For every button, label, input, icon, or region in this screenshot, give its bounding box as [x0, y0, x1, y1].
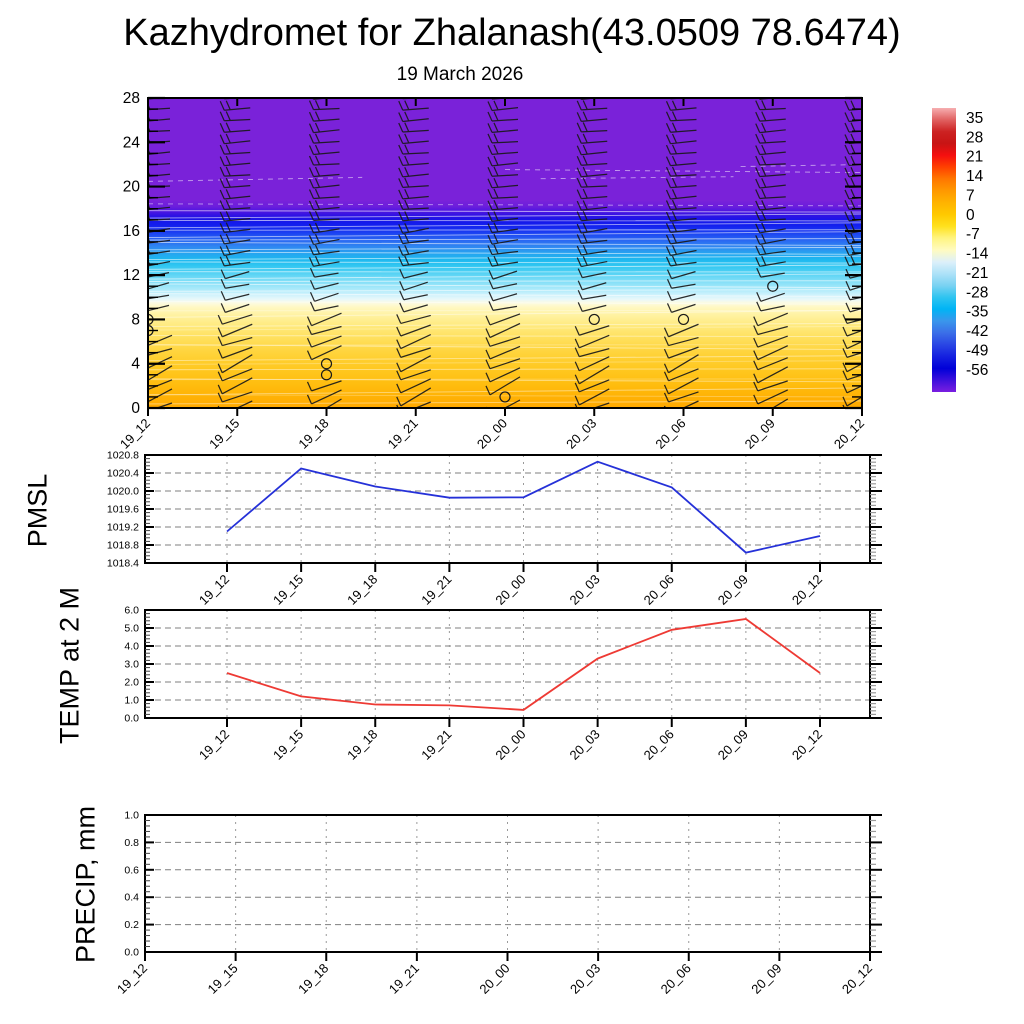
x-tick-label: 19_21 [385, 960, 422, 997]
upper-x-tick-label: 19_15 [206, 415, 243, 452]
colorbar-tick-label: -21 [966, 264, 989, 282]
x-tick-label: 20_00 [492, 571, 529, 608]
precip-axis-title: PRECIP, mm [70, 805, 101, 964]
x-tick-label: 20_06 [657, 960, 694, 997]
y-tick-label: 1018.8 [106, 539, 139, 552]
x-tick-label: 20_12 [788, 571, 826, 608]
upper-y-tick-label: 12 [122, 267, 140, 285]
x-tick-label: 20_12 [838, 960, 876, 997]
upper-y-tick-label: 0 [131, 400, 140, 417]
x-tick-label: 19_15 [270, 726, 307, 763]
y-tick-label: 1020.0 [106, 485, 139, 498]
colorbar-tick-label: -35 [966, 303, 989, 321]
x-tick-label: 19_12 [195, 571, 233, 608]
colorbar-tick-label: 0 [966, 206, 975, 224]
upper-x-tick-label: 19_18 [295, 415, 332, 452]
y-tick-label: 0.4 [124, 891, 139, 904]
x-tick-label: 19_12 [113, 960, 151, 997]
colorbar-tick-label: -49 [966, 342, 989, 360]
colorbar-tick-label: -56 [966, 361, 989, 379]
y-tick-label: 0.0 [124, 946, 139, 959]
x-tick-label: 19_15 [270, 571, 307, 608]
x-tick-label: 19_12 [195, 726, 233, 763]
pmsl-axis-title: PMSL [22, 473, 53, 548]
colorbar-tick-label: -14 [966, 245, 989, 263]
x-tick-label: 20_09 [748, 960, 785, 997]
colorbar-tick-label: -7 [966, 226, 980, 244]
y-tick-label: 6.0 [124, 604, 139, 617]
upper-air-panel [138, 89, 877, 417]
upper-x-tick-label: 20_09 [741, 415, 778, 452]
colorbar-tick-label: 28 [966, 129, 984, 147]
y-tick-label: 1019.2 [106, 521, 139, 534]
y-tick-label: 3.0 [124, 658, 139, 671]
temp-chart [124, 605, 882, 763]
upper-x-tick-label: 20_00 [473, 415, 511, 452]
wind-barbs [138, 89, 877, 417]
x-tick-label: 20_06 [640, 571, 677, 608]
x-tick-label: 20_00 [476, 960, 513, 997]
temp-axis-title: TEMP at 2 M [54, 586, 85, 745]
y-tick-label: 0.0 [124, 712, 139, 725]
upper-y-tick-label: 8 [131, 311, 140, 329]
date-subtitle: 19 March 2026 [396, 64, 524, 85]
x-tick-label: 19_18 [295, 960, 332, 997]
pmsl-line [227, 462, 820, 553]
colorbar-labels [966, 110, 989, 379]
y-tick-label: 1.0 [124, 694, 139, 707]
y-tick-label: 1020.8 [106, 449, 139, 462]
upper-x-tick-label: 19_21 [384, 415, 421, 452]
x-tick-label: 20_06 [640, 726, 677, 763]
colorbar-tick-label: 7 [966, 187, 975, 205]
x-tick-label: 19_18 [344, 726, 381, 763]
colorbar-tick-label: -42 [966, 323, 989, 341]
y-tick-label: 2.0 [124, 676, 139, 689]
upper-x-tick-label: 20_06 [652, 415, 689, 452]
precip-chart [114, 810, 882, 997]
x-tick-label: 20_00 [492, 726, 529, 763]
y-tick-label: 1020.4 [106, 467, 139, 480]
upper-y-tick-label: 16 [122, 222, 140, 240]
upper-x-tick-label: 20_12 [830, 415, 868, 452]
colorbar-tick-label: 21 [966, 148, 984, 166]
y-tick-label: 4.0 [124, 640, 139, 653]
y-tick-label: 1018.4 [106, 557, 139, 570]
pmsl-chart [107, 450, 882, 608]
x-tick-label: 20_09 [714, 726, 751, 763]
x-tick-label: 20_12 [788, 726, 826, 763]
y-tick-label: 0.8 [124, 836, 139, 849]
y-tick-label: 5.0 [124, 622, 139, 635]
page-title: Kazhydromet for Zhalanash(43.0509 78.6474) [123, 12, 901, 54]
x-tick-label: 19_18 [344, 571, 381, 608]
x-tick-label: 20_03 [566, 571, 603, 608]
colorbar-tick-label: 35 [966, 109, 984, 127]
upper-x-tick-label: 19_12 [116, 415, 154, 452]
upper-y-tick-label: 20 [122, 178, 140, 196]
colorbar-tick-label: 14 [966, 168, 984, 186]
upper-y-tick-label: 28 [122, 90, 140, 107]
x-tick-label: 20_03 [567, 960, 604, 997]
x-tick-label: 20_09 [714, 571, 751, 608]
x-tick-label: 19_21 [418, 726, 455, 763]
x-tick-label: 19_21 [418, 571, 455, 608]
upper-y-tick-label: 24 [122, 134, 140, 152]
y-tick-label: 1.0 [124, 809, 139, 822]
x-tick-label: 20_03 [566, 726, 603, 763]
isotherm-contours [148, 165, 862, 404]
y-tick-label: 0.6 [124, 864, 139, 877]
y-tick-label: 1019.6 [106, 503, 139, 516]
x-tick-label: 19_15 [204, 960, 241, 997]
upper-y-tick-label: 4 [131, 355, 140, 373]
upper-x-tick-label: 20_03 [563, 415, 600, 452]
y-tick-label: 0.2 [124, 919, 139, 932]
colorbar-tick-label: -28 [966, 284, 989, 302]
